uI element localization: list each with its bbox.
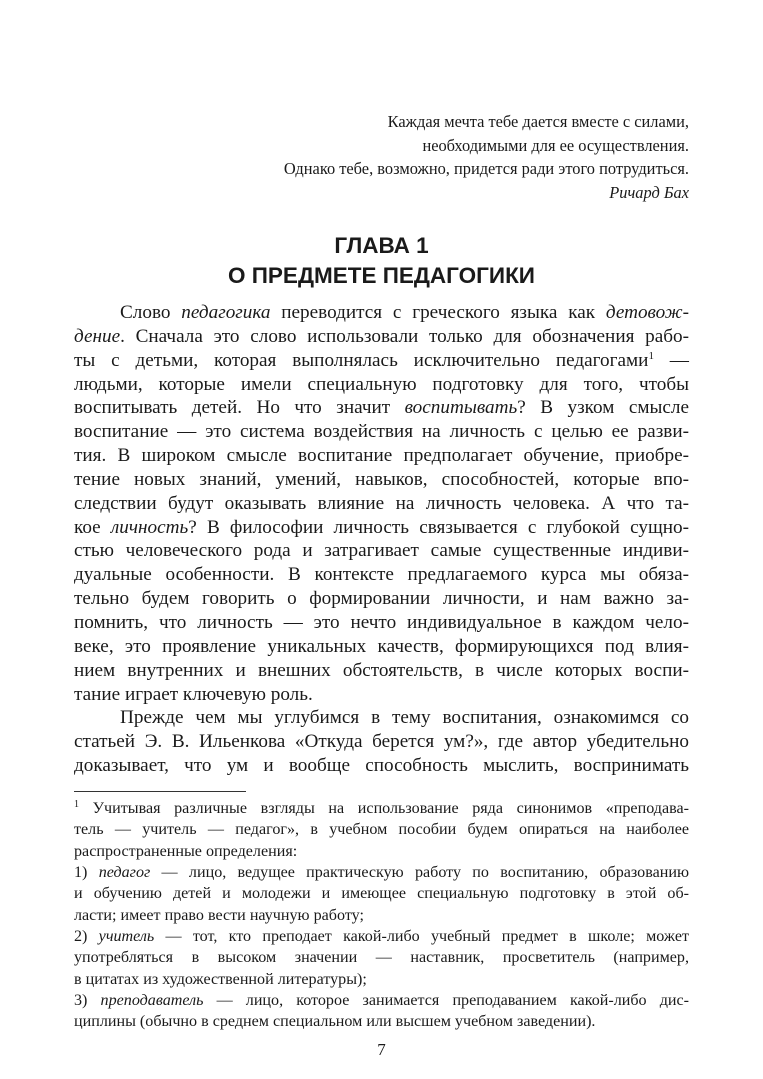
text-line: доказывает, что ум и вообще способность мыслить, воспринимать <box>74 755 689 777</box>
text-line: тельно будем говорить о формировании личности, и нам важно за- <box>74 588 689 610</box>
term-vospityvat: воспитывать <box>404 397 518 419</box>
main-text <box>74 301 689 778</box>
term-prepodavatel: преподаватель <box>100 992 204 1010</box>
footnote-line: в цитатах из художественной литературы); <box>74 970 367 988</box>
text-line: воспитывать детей. Но что значит воспитывать? В узком смысле <box>74 397 689 419</box>
chapter-number: ГЛАВА 1 <box>334 233 429 258</box>
footnote-line: распространенные определения: <box>74 842 298 860</box>
footnote-line: циплины (обычно в среднем специальном или высшем учебном заведении). <box>74 1013 596 1031</box>
text-line: Слово педагогика переводится с греческого языка как детовож- <box>120 302 689 323</box>
footnote-marker: 1 <box>74 799 79 810</box>
epigraph-line: Однако тебе, возможно, придется ради этого потрудиться. <box>283 159 689 178</box>
text-line: тия. В широком смысле воспитание предполагает обучение, приобре- <box>74 445 689 467</box>
text-line: статьей Э. В. Ильенкова «Откуда берется ум?», где автор убедительно <box>74 731 689 753</box>
footnote-divider <box>74 791 246 792</box>
text-line: следствии будут оказывать влияние на личность человека. А что та- <box>74 492 689 514</box>
text-line: дение. Сначала это слово использовали только для обозначения рабо- <box>74 325 689 347</box>
text-line: помнить, что личность — это нечто индивидуальное в каждом чело- <box>74 611 689 633</box>
footnote-line: $^1$ Учитывая различные взгляды на использование ряда синонимов «преподава- <box>74 799 689 817</box>
paragraph-2 <box>74 706 689 778</box>
footnote-line: 3) преподаватель — лицо, которое занимается преподаванием какой-либо дис- <box>74 992 690 1010</box>
text-line: стью человеческого рода и затрагивает самые существенные индиви- <box>74 540 689 562</box>
footnote-line: употребляться в высоком значении — наставник, просветитель (например, <box>74 949 689 967</box>
footnote-ref: 1 <box>648 349 654 362</box>
footnote-line: тель — учитель — педагог», в учебном пособии будем опираться на наиболее <box>74 821 689 839</box>
paragraph-1 <box>74 301 689 706</box>
epigraph-author: Ричард Бах <box>609 182 689 202</box>
text-line: тение новых знаний, умений, навыков, способностей, которые впо- <box>74 468 689 490</box>
footnote-line: 2) учитель — тот, кто преподает какой-либо учебный предмет в школе; может <box>74 928 690 946</box>
text-line: тание играет ключевую роль. <box>74 683 313 705</box>
term-detovozhdenie: детовож- <box>605 302 689 323</box>
text-line: дуальные особенности. В контексте предлагаемого курса мы обяза- <box>74 564 689 586</box>
text-line: Прежде чем мы углубимся в тему воспитания, ознакомимся со <box>120 707 689 729</box>
text-line: веке, это проявление уникальных качеств, формирующихся под влия- <box>74 635 689 657</box>
footnote-line: 1) педагог — лицо, ведущее практическую работу по воспитанию, образованию <box>74 864 689 882</box>
chapter-title: О ПРЕДМЕТЕ ПЕДАГОГИКИ <box>228 263 535 288</box>
text-line: нием внутренних и внешних обстоятельств, в числе которых воспи- <box>74 659 689 681</box>
footnote-line: ласти; имеет право вести научную работу; <box>74 906 364 924</box>
page-number: 7 <box>377 1040 386 1059</box>
epigraph <box>284 110 689 204</box>
term-pedagogika: педагогика <box>181 302 271 323</box>
epigraph-line: необходимыми для ее осуществления. <box>422 135 689 155</box>
footnote <box>74 798 689 1033</box>
footnote-line: и обучению детей и молодежи и имеющее специальную подготовку в этой об- <box>74 885 689 903</box>
term-pedagog: педагог <box>98 864 151 882</box>
term-lichnost: личность <box>110 516 189 538</box>
text-line: людьми, которые имели специальную подготовку для того, чтобы <box>74 373 689 395</box>
chapter-heading <box>74 231 689 291</box>
text-line: кое личность? В философии личность связывается с глубокой сущно- <box>74 516 689 538</box>
epigraph-line: Каждая мечта тебе дается вместе с силами, <box>387 112 689 131</box>
text-line: воспитание — это система воздействия на личность с целью ее разви- <box>74 421 689 443</box>
text-line: ты с детьми, которая выполнялась исключительно педагогами$^1$ — <box>74 349 689 371</box>
term-uchitel: учитель <box>98 928 155 946</box>
